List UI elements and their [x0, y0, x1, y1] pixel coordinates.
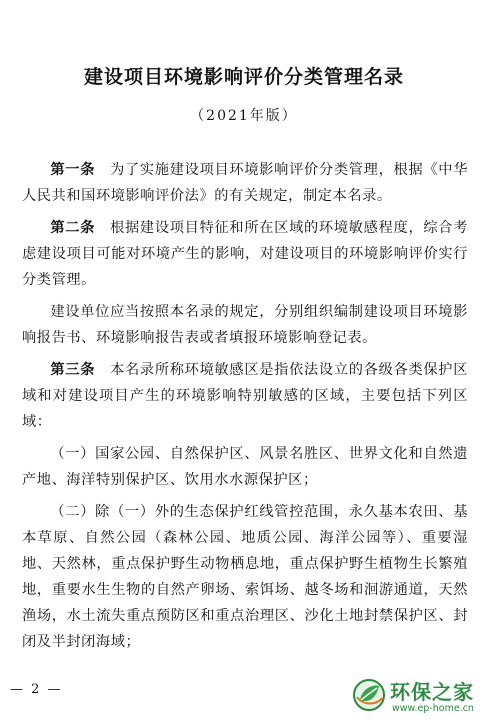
paragraph-text: 为了实施建设项目环境影响评价分类管理，根据《中华人民共和国环境影响评价法》的有关规定，制定本名录。 — [22, 162, 468, 204]
document-body — [22, 157, 468, 661]
article-label: 第二条 — [50, 220, 96, 236]
article-label: 第三条 — [50, 362, 96, 378]
watermark-name: 环保之家 — [390, 680, 474, 704]
watermark-logo — [352, 676, 482, 722]
document-edition: （2021年版） — [190, 108, 298, 124]
article-label: 第一条 — [50, 162, 96, 178]
paragraph-builder-obligation — [22, 299, 468, 351]
paragraph-text: 建设单位应当按照本名录的规定，分别组织编制建设项目环境影响报告书、环境影响报告表或者填报环境影响登记表。 — [22, 304, 468, 346]
paragraph-article-2 — [22, 215, 468, 293]
leaf-globe-icon — [352, 678, 386, 712]
paragraph-text: （一）国家公园、自然保护区、风景名胜区、世界文化和自然遗产地、海洋特别保护区、饮用水水源保护区； — [22, 446, 468, 488]
document-title: 建设项目环境影响评价分类管理名录 — [83, 66, 404, 88]
watermark-url: www.ep-home.cn — [392, 703, 474, 714]
paragraph-text: （二）除（一）外的生态保护红线管控范围，永久基本农田、基本草原、自然公园（森林公园、地质公园、海洋公园等）、重要湿地、天然林，重点保护野生动物栖息地，重点保护野生植物生长繁殖地，重要水生生物的自然产卵场、索饵场、越冬场和洄游通道，天然渔场，水土流失重点预防区和重点治理区、沙化土地封禁保护区、封闭及半封闭海域； — [22, 504, 468, 650]
paragraph-text: 本名录所称环境敏感区是指依法设立的各级各类保护区域和对建设项目产生的环境影响特别敏感的区域，主要包括下列区域： — [22, 362, 468, 430]
page-number: — 2 — — [10, 682, 63, 697]
paragraph-item-1 — [22, 441, 468, 493]
paragraph-article-1 — [22, 157, 468, 209]
paragraph-item-2 — [22, 499, 468, 655]
paragraph-article-3 — [22, 357, 468, 435]
paragraph-text: 根据建设项目特征和所在区域的环境敏感程度，综合考虑建设项目可能对环境产生的影响，对建设项目的环境影响评价实行分类管理。 — [22, 220, 468, 288]
